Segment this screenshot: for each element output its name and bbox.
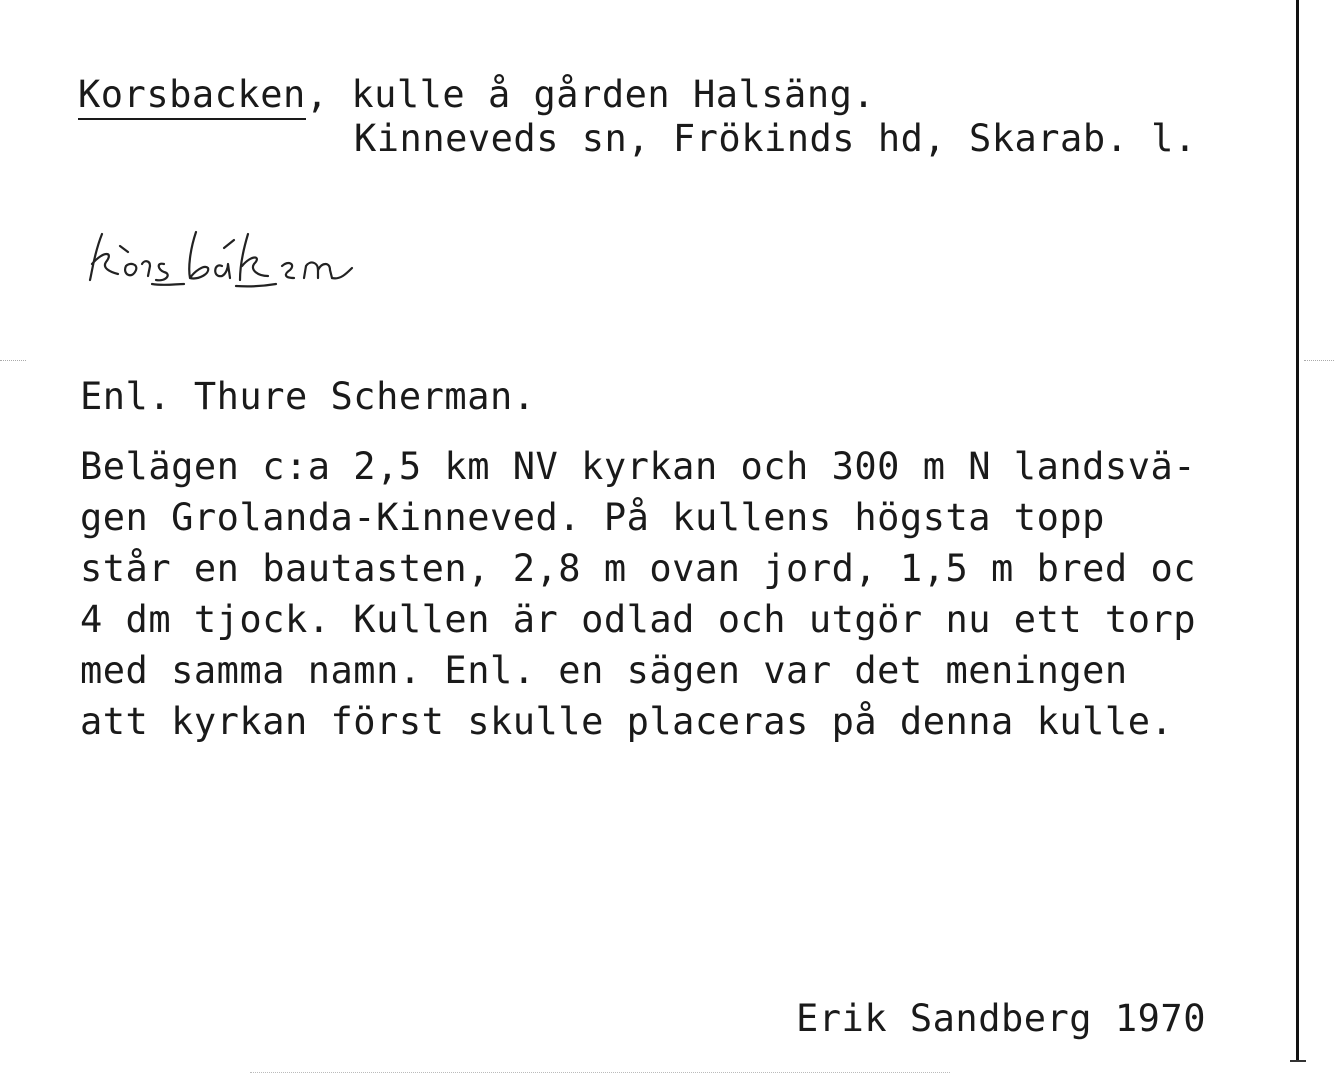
card-edge-foot [1290,1060,1306,1062]
description-line-4: 4 dm tjock. Kullen är odlad och utgör nu ett torp [80,598,1197,641]
heading-rest: , kulle å gården Halsäng. [305,73,876,116]
card-heading [78,73,876,116]
handwritten-pronunciation [84,214,524,294]
signature: Erik Sandberg 1970 [796,997,1206,1040]
description-line-1: Belägen c:a 2,5 km NV kyrkan och 300 m N landsvä- [80,445,1197,488]
scan-edge-mark-left [0,360,26,361]
scan-edge-mark-right [1304,360,1334,361]
headword: Korsbacken [78,73,306,120]
source-line: Enl. Thure Scherman. [80,375,536,418]
location-line: Kinneveds sn, Frökinds hd, Skarab. l. [354,117,1197,160]
scan-edge-mark-bottom [250,1072,950,1073]
description-line-3: står en bautasten, 2,8 m ovan jord, 1,5 m bred oc [80,547,1197,590]
card-right-edge [1296,0,1299,1062]
description-line-2: gen Grolanda-Kinneved. På kullens högsta topp [80,496,1105,539]
description-line-6: att kyrkan först skulle placeras på denna kulle. [80,700,1174,743]
description-line-5: med samma namn. Enl. en sägen var det meningen [80,649,1128,692]
